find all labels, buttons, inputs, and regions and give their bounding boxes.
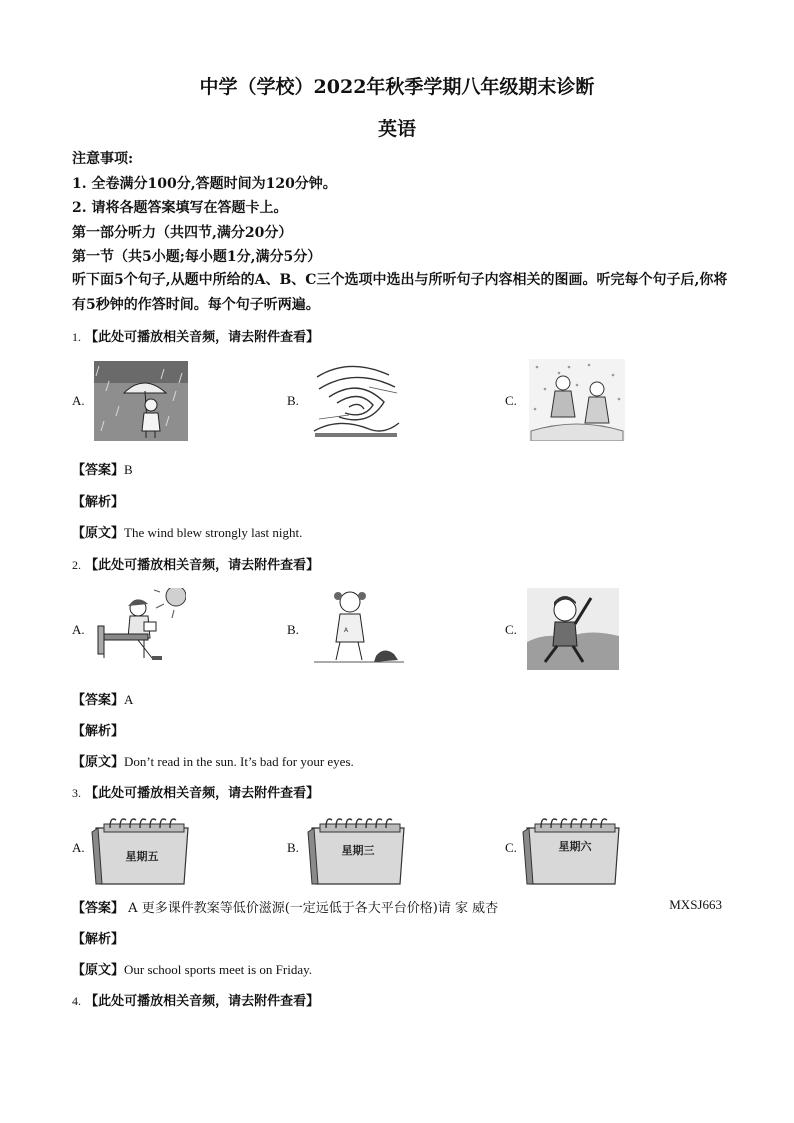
girl-reading-in-sun-image	[94, 588, 186, 668]
analysis-label: 【解析】	[72, 932, 125, 947]
answer-label: 【答案】	[72, 693, 125, 708]
calendar-friday-image	[90, 812, 194, 886]
original-label: 【原文】	[72, 526, 125, 541]
original-line	[72, 522, 302, 541]
question-number: 3.	[72, 786, 81, 800]
question-header	[72, 554, 319, 573]
analysis-line	[72, 720, 124, 739]
boy-waving-image	[527, 588, 619, 670]
note-item: 2. 请将各题答案填写在答题卡上。	[72, 200, 288, 216]
audio-note: 【此处可播放相关音频，请去附件查看】	[85, 558, 320, 573]
section-heading: 第一节（共5小题;每小题1分,满分5分）	[72, 249, 322, 265]
exam-title: 中学（学校）2022年秋季学期八年级期末诊断	[199, 76, 595, 98]
original-text: The wind blew strongly last night.	[124, 525, 303, 540]
girl-umbrella-rain-image	[94, 361, 188, 441]
note-item: 1. 全卷满分100分,答题时间为120分钟。	[72, 176, 337, 192]
answer-label: 【答案】	[72, 463, 125, 478]
option-c-label: C.	[505, 393, 517, 408]
option-a-label: A.	[72, 840, 85, 855]
answer-value: A	[128, 901, 138, 916]
answer-line	[72, 459, 133, 478]
children-snow-image	[529, 359, 625, 441]
original-text: Don’t read in the sun. It’s bad for your eyes.	[124, 754, 354, 769]
answer-line	[72, 689, 133, 708]
original-text: Our school sports meet is on Friday.	[124, 962, 313, 977]
original-line	[72, 751, 354, 770]
audio-note: 【此处可播放相关音频，请去附件查看】	[85, 994, 320, 1009]
calendar-wednesday-image	[306, 812, 410, 886]
audio-note: 【此处可播放相关音频，请去附件查看】	[85, 786, 320, 801]
part-heading: 第一部分听力（共四节,满分20分）	[72, 225, 293, 241]
option-b-label: B.	[287, 840, 299, 855]
instruction-text: 听下面5个句子,从题中所给的A、B、C三个选项中选出与所听句子内容相关的图画。听完每个句子后,你将有5秒钟的作答时间。每个句子听两遍。	[72, 272, 728, 313]
analysis-label: 【解析】	[72, 724, 125, 739]
answer-line	[72, 897, 722, 916]
calendar-day-text: 星期五	[125, 850, 159, 863]
analysis-line	[72, 928, 124, 947]
audio-note: 【此处可播放相关音频，请去附件查看】	[85, 330, 320, 345]
option-a-label: A.	[72, 393, 85, 408]
subject-title: 英语	[377, 118, 416, 140]
strong-wind-swirl-image	[309, 357, 403, 439]
calendar-saturday-image	[521, 812, 625, 886]
question-number: 4.	[72, 994, 81, 1008]
calendar-day-text: 星期三	[341, 844, 375, 857]
calendar-day-text: 星期六	[558, 840, 592, 853]
girl-walking-image	[314, 586, 404, 668]
option-c-label: C.	[505, 840, 517, 855]
option-a-label: A.	[72, 622, 85, 637]
svg-text:A: A	[344, 627, 349, 634]
promo-text: 更多课件教案等低价滋源(一定远低于各大平台价格)请 家 威杏	[141, 901, 499, 916]
analysis-line	[72, 491, 124, 510]
analysis-label: 【解析】	[72, 495, 125, 510]
option-b-label: B.	[287, 622, 299, 637]
answer-value: A	[124, 692, 134, 707]
answer-value: B	[124, 462, 133, 477]
original-label: 【原文】	[72, 963, 125, 978]
promo-code: MXSJ663	[669, 897, 722, 912]
option-b-label: B.	[287, 393, 299, 408]
original-line	[72, 959, 312, 978]
answer-label: 【答案】	[72, 901, 125, 916]
question-number: 1.	[72, 330, 81, 344]
question-header	[72, 326, 319, 345]
original-label: 【原文】	[72, 755, 125, 770]
question-number: 2.	[72, 558, 81, 572]
notes-heading: 注意事项:	[72, 151, 134, 167]
question-header	[72, 782, 319, 801]
option-c-label: C.	[505, 622, 517, 637]
question-header	[72, 990, 319, 1009]
